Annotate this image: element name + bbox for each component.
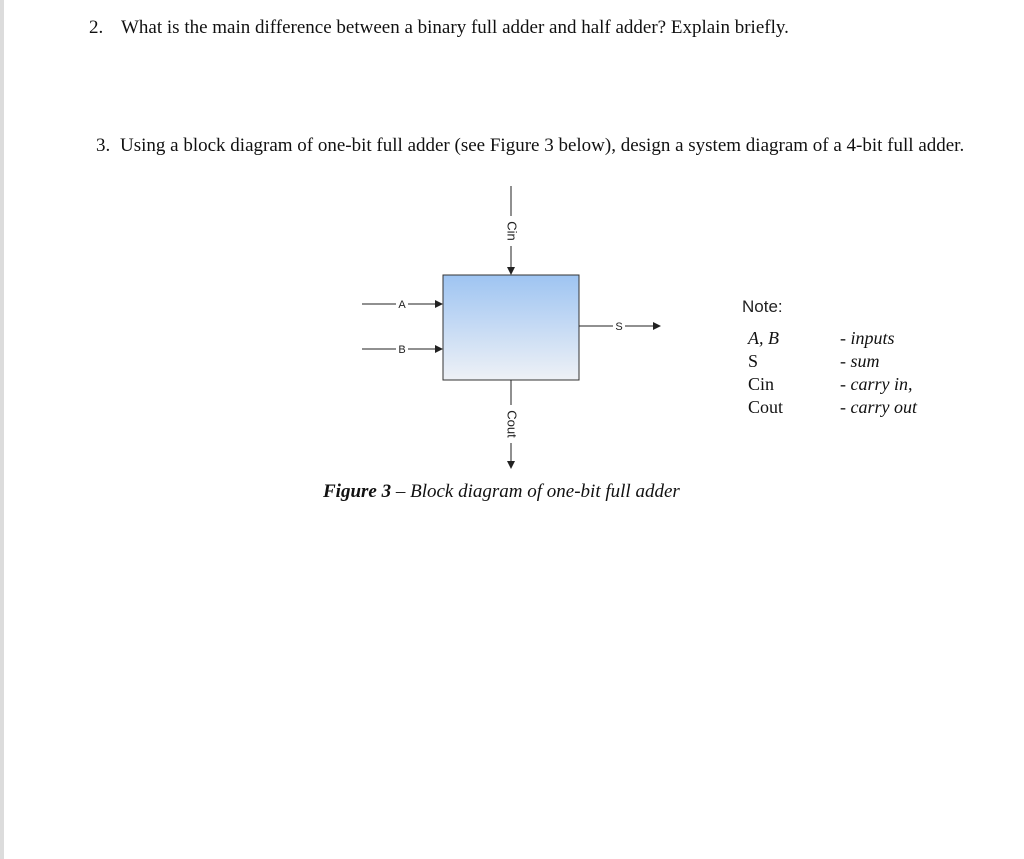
question-2-number: 2. bbox=[89, 17, 104, 38]
note-symbol-ab: A, B bbox=[748, 328, 779, 348]
note-title: Note: bbox=[742, 297, 783, 316]
note-desc-carry-out: - carry out bbox=[840, 397, 917, 417]
figure-caption-label: Figure 3 bbox=[323, 481, 392, 502]
note-desc-inputs: - inputs bbox=[840, 328, 895, 348]
cout-label: Cout bbox=[504, 410, 520, 438]
cin-label: Cin bbox=[504, 221, 520, 241]
a-label: A bbox=[398, 299, 406, 311]
figure-caption bbox=[323, 481, 680, 503]
s-label: S bbox=[615, 321, 623, 333]
question-3-text: Using a block diagram of one-bit full adder (see Figure 3 below), design a system diagram of a 4-bit full adder. bbox=[120, 135, 965, 156]
b-label: B bbox=[398, 344, 406, 356]
note-desc-sum: - sum bbox=[840, 351, 880, 371]
question-2-text: What is the main difference between a binary full adder and half adder? Explain briefly. bbox=[121, 17, 789, 38]
full-adder-block bbox=[443, 275, 579, 380]
figure-caption-text: – Block diagram of one-bit full adder bbox=[391, 481, 680, 502]
note-symbol-cout: Cout bbox=[748, 397, 784, 417]
question-3-number: 3. bbox=[96, 135, 111, 156]
note-symbol-s: S bbox=[748, 351, 759, 371]
note-symbol-cin: Cin bbox=[748, 374, 775, 394]
note-desc-carry-in: - carry in, bbox=[840, 374, 913, 394]
